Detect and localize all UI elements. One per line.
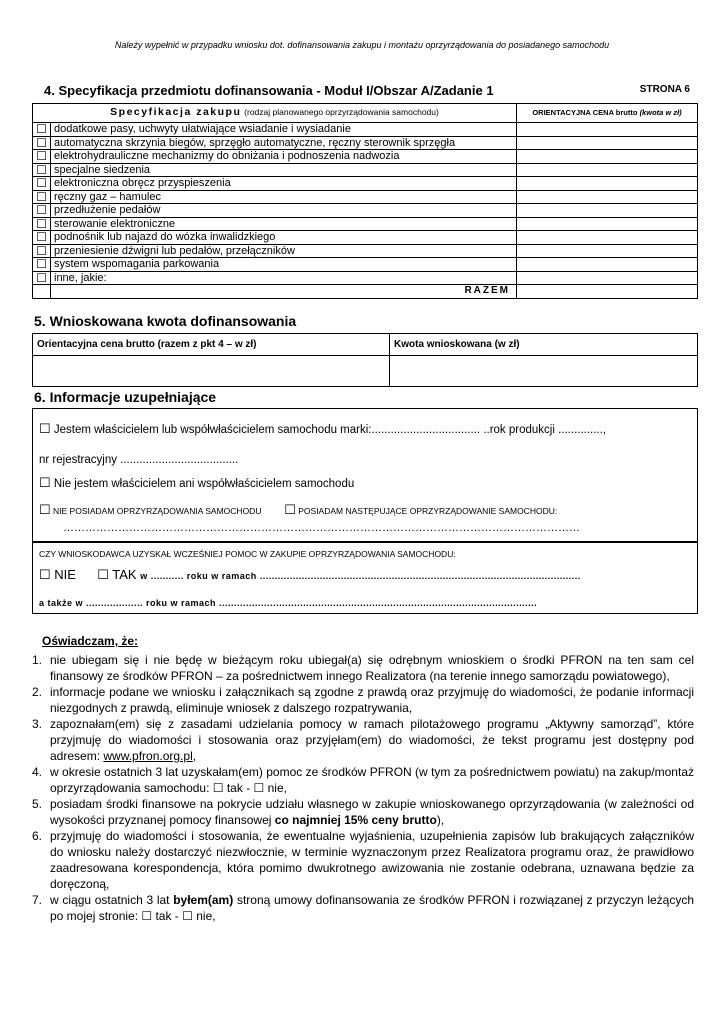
spec-header [33, 104, 517, 123]
spec-row-label: podnośnik lub najazd do wózka inwalidzkiego [51, 231, 517, 245]
spec-row [33, 136, 698, 150]
spec-row-price[interactable] [517, 231, 698, 245]
spec-row-price[interactable] [517, 163, 698, 177]
spec-row [33, 204, 698, 218]
spec-row-checkbox[interactable]: ☐ [33, 271, 51, 285]
page-number: STRONA 6 [639, 84, 690, 95]
price-total-input[interactable] [33, 356, 390, 387]
tak-label: TAK [112, 567, 137, 582]
header-note: Należy wypełnić w przypadku wniosku dot. dofinansowania zakupu i montażu oprzyrządowania do posiadanego samochodu [114, 40, 610, 50]
spec-row-label: przedłużenie pedałów [51, 204, 517, 218]
statement-number: 1. [32, 653, 43, 667]
requested-amount-input[interactable] [390, 356, 698, 387]
spec-row-checkbox[interactable]: ☐ [33, 150, 51, 164]
statement-item [32, 892, 694, 924]
spec-row-label: inne, jakie: [51, 271, 517, 285]
statement-pre: w ciągu ostatnich 3 lat [50, 893, 170, 907]
spec-row [33, 177, 698, 191]
has-equipment-text: POSIADAM NASTĘPUJĄCE OPRZYRZĄDOWANIE SAMOCHODU: [298, 506, 558, 516]
statement-text: przyjmuję do wiadomości i stosowania, że ewentualne wyjaśnienia, uzupełnienia zapisów lub brakujących załączników do wniosku należy dostarczyć niezwłocznie, w terminie wyznaczonym przez Realizatora programu oraz, że prawidłowo zaadresowana korespondencja, która pomimo dwukrotnego awizowania nie zostanie odebrana, uznawana będzie za doręczoną, [50, 829, 694, 891]
spec-row-label: elektroniczna obręcz przyspieszenia [51, 177, 517, 191]
total-label: RAZEM [51, 285, 517, 299]
has-equipment-checkbox[interactable]: ☐ [284, 502, 296, 517]
spec-row [33, 190, 698, 204]
statement-text: informacje podane we wniosku i załącznikach są zgodne z prawdą oraz przyjmuję do wiadomości, że podanie informacji niezgodnych z prawdą, eliminuje wniosek z dalszego rozpatrywania, [50, 685, 694, 715]
amount-table [32, 333, 698, 387]
no-equipment-checkbox[interactable]: ☐ [39, 502, 51, 517]
spec-row-price[interactable] [517, 244, 698, 258]
statement-after: ), [436, 813, 445, 827]
spec-row-label: przeniesienie dźwigni lub pedałów, przełączników [51, 244, 517, 258]
not-owner-text: Nie jestem właścicielem ani współwłaścicielem samochodu [53, 478, 355, 490]
statement-item [32, 796, 694, 828]
price-header [517, 104, 698, 123]
statement-text: nie ubiegam się i nie będę w bieżącym roku ubiegał(a) się odrębnym wnioskiem o środki PFRON na ten sam cel finansowy ze środków PFRON – za pośrednictwem innego Realizatora (na terenie innego samorządu powiatowego), [50, 653, 694, 683]
total-price-cell[interactable] [517, 285, 698, 299]
pfron-link[interactable]: www.pfron.org.pl [103, 749, 193, 763]
spec-row-label: dodatkowe pasy, uchwyty ułatwiające wsiadanie i wysiadanie [51, 123, 517, 137]
spec-row-price[interactable] [517, 217, 698, 231]
spec-row-checkbox[interactable]: ☐ [33, 217, 51, 231]
spec-row-checkbox[interactable]: ☐ [33, 136, 51, 150]
statement-number: 5. [32, 797, 43, 811]
spec-row [33, 271, 698, 285]
statement-text: stroną umowy dofinansowania ze środków PFRON i rozwiązanej z przyczyn leżących po mojej stronie: ☐ tak - ☐ nie, [50, 893, 695, 923]
spec-row-checkbox[interactable]: ☐ [33, 204, 51, 218]
spec-row-price[interactable] [517, 204, 698, 218]
spec-row-price[interactable] [517, 190, 698, 204]
statement-text: zapoznałam(em) się z zasadami udzielania pomocy w ramach pilotażowego programu „Aktywny samorząd”, które przyjmuję do wiadomości i stosowania oraz przyjęłam(em) do wiadomości, że tekst programu jest dostępny pod adresem: [50, 717, 694, 763]
spec-row [33, 123, 698, 137]
statement-bold: co najmniej 15% ceny brutto [274, 813, 437, 827]
spec-row-checkbox[interactable]: ☐ [33, 177, 51, 191]
section5-title: 5. Wnioskowana kwota dofinansowania [34, 313, 297, 329]
spec-row-label: elektrohydrauliczne mechanizmy do obniżania i podnoszenia nadwozia [51, 150, 517, 164]
statement-number: 7. [32, 893, 43, 907]
owner-text: Jestem właścicielem lub współwłaścicielem samochodu marki:.................................. ..rok produkcji .............., [53, 424, 607, 436]
statement-item [32, 716, 694, 764]
spec-row-label: system wspomagania parkowania [51, 258, 517, 272]
spec-row [33, 244, 698, 258]
spec-row-checkbox[interactable]: ☐ [33, 163, 51, 177]
also-line[interactable]: a także w ................... roku w ramach .......................................................................................................... [39, 598, 538, 608]
spec-row-price[interactable] [517, 123, 698, 137]
amount-col2-header: Kwota wnioskowana (w zł) [390, 334, 698, 356]
statement-number: 3. [32, 717, 43, 731]
nie-label: NIE [54, 567, 76, 582]
prior-help-question: CZY WNIOSKODAWCA UZYSKAŁ WCZEŚNIEJ POMOC W ZAKUPIE OPRZYRZĄDOWANIA SAMOCHODU: [39, 549, 456, 559]
statement-item [32, 764, 694, 796]
spec-row-checkbox[interactable]: ☐ [33, 123, 51, 137]
spec-row-label: ręczny gaz – hamulec [51, 190, 517, 204]
reg-line: nr rejestracyjny ..................................... [39, 454, 239, 466]
statement-number: 6. [32, 829, 43, 843]
spec-row-price[interactable] [517, 136, 698, 150]
amount-col1-header: Orientacyjna cena brutto (razem z pkt 4 – w zł) [33, 334, 390, 356]
spec-row [33, 231, 698, 245]
price-header-unit: (kwota w zł) [639, 107, 682, 117]
spec-row [33, 217, 698, 231]
spec-row-checkbox[interactable]: ☐ [33, 190, 51, 204]
nie-checkbox[interactable]: ☐ [39, 567, 51, 582]
not-owner-line [39, 475, 354, 491]
section4-title: 4. Specyfikacja przedmiotu dofinansowania - Moduł I/Obszar A/Zadanie 1 [44, 83, 494, 98]
spec-row-label: sterowanie elektroniczne [51, 217, 517, 231]
statement-text: posiadam środki finansowe na pokrycie udziału własnego w zakupie wnioskowanego oprzyrządowania (w zależności od wysokości przyznanej pomocy finansowej [50, 797, 694, 827]
statement-title: Oświadczam, że: [42, 634, 139, 648]
prior-help-box [32, 542, 698, 614]
spec-row [33, 163, 698, 177]
not-owner-checkbox[interactable]: ☐ [39, 475, 51, 490]
statement-number: 2. [32, 685, 43, 699]
statement-item [32, 684, 694, 716]
spec-row-price[interactable] [517, 177, 698, 191]
spec-header-sub: (rodzaj planowanego oprzyrządowania samochodu) [244, 107, 439, 118]
statement-after: , [192, 749, 197, 763]
tak-line[interactable]: w ........... roku w ramach ........................................................................................................... [140, 571, 581, 581]
statement-list [32, 652, 694, 924]
spec-table [32, 103, 698, 299]
statement-text: w okresie ostatnich 3 lat uzyskałam(em) pomoc ze środków PFRON (w tym za pośrednictwem powiatu) na zakup/montaż oprzyrządowania samochodu: ☐ tak - ☐ nie, [50, 765, 694, 795]
prior-help-answer [39, 567, 581, 583]
ownership-box [32, 408, 698, 542]
statement-item [32, 828, 694, 892]
spec-row-checkbox[interactable]: ☐ [33, 244, 51, 258]
spec-row-price[interactable] [517, 271, 698, 285]
tak-checkbox[interactable]: ☐ [97, 567, 109, 582]
spec-row [33, 258, 698, 272]
spec-row-label: automatyczna skrzynia biegów, sprzęgło automatyczne, ręczny sterownik sprzęgła [51, 136, 517, 150]
spec-row-price[interactable] [517, 258, 698, 272]
no-equipment-text: NIE POSIADAM OPRZYRZĄDOWANIA SAMOCHODU [53, 506, 262, 516]
statement-number: 4. [32, 765, 43, 779]
section6-title: 6. Informacje uzupełniające [34, 389, 217, 405]
owner-line [39, 421, 606, 437]
spec-row-price[interactable] [517, 150, 698, 164]
spec-row-checkbox[interactable]: ☐ [33, 231, 51, 245]
equipment-dots[interactable]: …………………………………………………………………………………………………………………………… [63, 522, 580, 534]
statement-item [32, 652, 694, 684]
price-header-label: ORIENTACYJNA CENA brutto [532, 107, 638, 117]
owner-checkbox[interactable]: ☐ [39, 421, 51, 436]
equipment-line [39, 502, 557, 518]
spec-header-main: Specyfikacja zakupu [110, 106, 242, 119]
spec-row-label: specjalne siedzenia [51, 163, 517, 177]
spec-row [33, 150, 698, 164]
spec-row-checkbox[interactable]: ☐ [33, 258, 51, 272]
statement-bold: byłem(am) [173, 893, 234, 907]
